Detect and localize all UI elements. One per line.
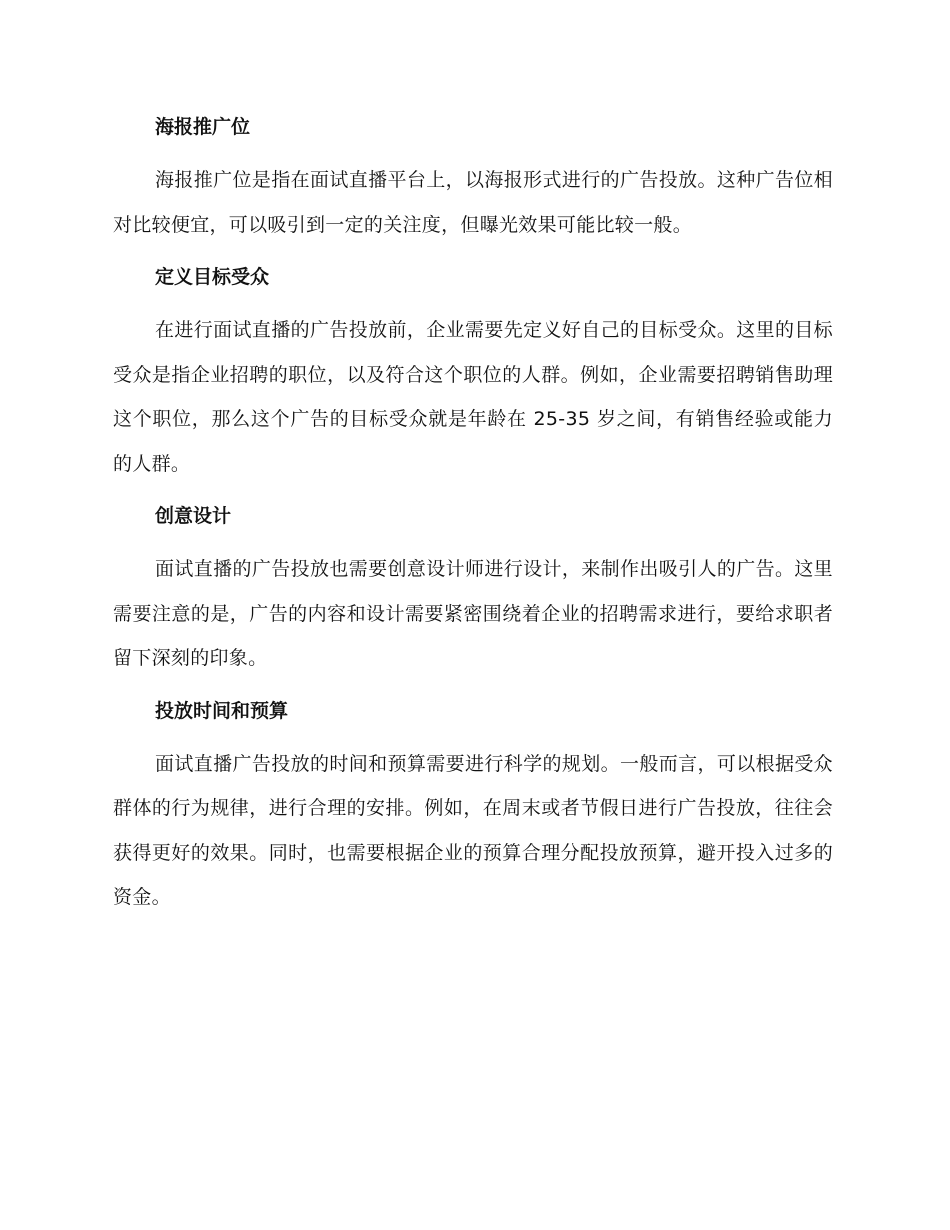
section-creative-design (113, 493, 833, 681)
section-heading: 创意设计 (155, 505, 232, 527)
section-paragraph: 在进行面试直播的广告投放前，企业需要先定义好自己的目标受众。这里的目标受众是指企业招聘的职位，以及符合这个职位的人群。例如，企业需要招聘销售助理这个职位，那么这个广告的目标受众就是年龄在 25-35 岁之间，有销售经验或能力的人群。 (113, 319, 833, 475)
section-heading: 投放时间和预算 (155, 699, 289, 722)
section-paragraph: 海报推广位是指在面试直播平台上，以海报形式进行的广告投放。这种广告位相对比较便宜，可以吸引到一定的关注度，但曝光效果可能比较一般。 (113, 169, 833, 236)
section-paragraph: 面试直播的广告投放也需要创意设计师进行设计，来制作出吸引人的广告。这里需要注意的是，广告的内容和设计需要紧密围绕着企业的招聘需求进行，要给求职者留下深刻的印象。 (113, 558, 833, 669)
section-heading: 海报推广位 (155, 116, 251, 138)
section-target-audience (113, 254, 833, 486)
section-timing-budget (113, 688, 833, 920)
section-poster-placement (113, 104, 833, 247)
section-paragraph: 面试直播广告投放的时间和预算需要进行科学的规划。一般而言，可以根据受众群体的行为规律，进行合理的安排。例如，在周末或者节假日进行广告投放，往往会获得更好的效果。同时，也需要根据企业的预算合理分配投放预算，避开投入过多的资金。 (113, 752, 833, 908)
document-page (113, 104, 833, 927)
section-heading: 定义目标受众 (155, 266, 270, 288)
